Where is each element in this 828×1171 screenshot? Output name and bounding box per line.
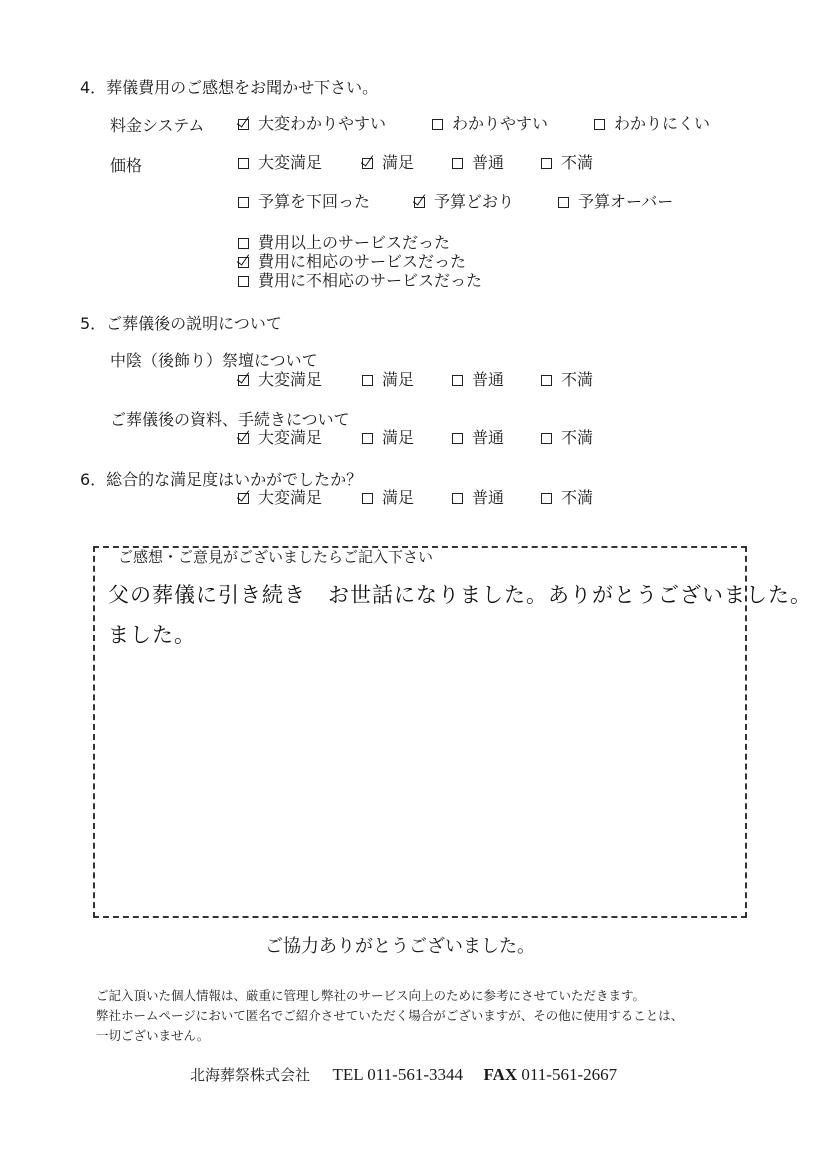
price-option-3[interactable]: 普通 xyxy=(452,155,504,171)
overall-option-3[interactable]: 普通 xyxy=(452,490,504,506)
altar-label: 中陰（後飾り）祭壇について xyxy=(110,351,318,370)
checkbox[interactable] xyxy=(238,238,249,249)
checkbox[interactable] xyxy=(238,433,249,444)
q5-heading: 5．ご葬儀後の説明について xyxy=(80,314,282,333)
q4-heading: 4．葬儀費用のご感想をお聞かせ下さい。 xyxy=(80,78,379,97)
privacy-line-2: 弊社ホームページにおいて匿名でご紹介させていただく場合がございますが、その他に使用することは、 xyxy=(96,1008,684,1023)
handwritten-comment-line-1: 父の葬儀に引き続き お世話になりました。ありがとうございました。 xyxy=(108,583,812,607)
checkbox[interactable] xyxy=(238,257,249,268)
service-option-3[interactable]: 費用に不相応のサービスだった xyxy=(238,273,482,289)
checkbox[interactable] xyxy=(541,493,552,504)
q6-heading: 6．総合的な満足度はいかがでしたか？ xyxy=(80,470,363,489)
checkbox[interactable] xyxy=(452,158,463,169)
checkbox[interactable] xyxy=(238,493,249,504)
checkbox[interactable] xyxy=(452,493,463,504)
service-option-2[interactable]: 費用に相応のサービスだった xyxy=(238,254,466,270)
budget-option-2[interactable]: 予算どおり xyxy=(414,194,514,210)
checkbox[interactable] xyxy=(362,158,373,169)
docs-label: ご葬儀後の資料、手続きについて xyxy=(110,410,350,429)
docs-option-1[interactable]: 大変満足 xyxy=(238,430,322,446)
overall-option-1[interactable]: 大変満足 xyxy=(238,490,322,506)
privacy-line-3: 一切ございません。 xyxy=(96,1028,210,1043)
privacy-line-1: ご記入頂いた個人情報は、厳重に管理し弊社のサービス向上のために参考にさせていただきます。 xyxy=(96,988,646,1003)
price-option-1[interactable]: 大変満足 xyxy=(238,155,322,171)
checkbox[interactable] xyxy=(238,276,249,287)
fax-number: 011-561-2667 xyxy=(521,1065,618,1084)
checkbox[interactable] xyxy=(541,433,552,444)
pricing-option-1[interactable]: 大変わかりやすい xyxy=(238,116,386,132)
company-name: 北海葬祭株式会社 xyxy=(190,1066,311,1084)
checkbox[interactable] xyxy=(558,197,569,208)
pricing-option-3[interactable]: わかりにくい xyxy=(594,116,710,132)
price-label: 価格 xyxy=(110,156,143,175)
fax-label: FAX xyxy=(483,1065,518,1084)
checkbox[interactable] xyxy=(238,158,249,169)
checkbox[interactable] xyxy=(238,375,249,386)
altar-option-2[interactable]: 満足 xyxy=(362,372,414,388)
comment-label: ご感想・ご意見がございましたらご記入下さい xyxy=(118,548,434,566)
docs-option-4[interactable]: 不満 xyxy=(541,430,593,446)
checkbox[interactable] xyxy=(362,493,373,504)
docs-option-3[interactable]: 普通 xyxy=(452,430,504,446)
service-option-1[interactable]: 費用以上のサービスだった xyxy=(238,235,450,251)
altar-option-3[interactable]: 普通 xyxy=(452,372,504,388)
pricing-label: 料金システム xyxy=(110,116,205,135)
altar-option-1[interactable]: 大変満足 xyxy=(238,372,322,388)
altar-option-4[interactable]: 不満 xyxy=(541,372,593,388)
overall-option-4[interactable]: 不満 xyxy=(541,490,593,506)
price-option-4[interactable]: 不満 xyxy=(541,155,593,171)
checkbox[interactable] xyxy=(238,197,249,208)
budget-option-3[interactable]: 予算オーバー xyxy=(558,194,673,210)
pricing-option-2[interactable]: わかりやすい xyxy=(432,116,548,132)
checkbox[interactable] xyxy=(452,433,463,444)
checkbox[interactable] xyxy=(238,119,249,130)
checkbox[interactable] xyxy=(541,158,552,169)
checkbox[interactable] xyxy=(432,119,443,130)
checkbox[interactable] xyxy=(362,375,373,386)
docs-option-2[interactable]: 満足 xyxy=(362,430,414,446)
price-option-2[interactable]: 満足 xyxy=(362,155,414,171)
checkbox[interactable] xyxy=(594,119,605,130)
overall-option-2[interactable]: 満足 xyxy=(362,490,414,506)
handwritten-comment-line-2: ました。 xyxy=(108,623,196,647)
checkbox[interactable] xyxy=(452,375,463,386)
checkbox[interactable] xyxy=(414,197,425,208)
checkbox[interactable] xyxy=(541,375,552,386)
checkbox[interactable] xyxy=(362,433,373,444)
budget-option-1[interactable]: 予算を下回った xyxy=(238,194,370,210)
footer-contact xyxy=(190,1066,617,1083)
tel-number: TEL 011-561-3344 xyxy=(332,1065,463,1084)
thanks-message: ご協力ありがとうございました。 xyxy=(265,936,535,957)
